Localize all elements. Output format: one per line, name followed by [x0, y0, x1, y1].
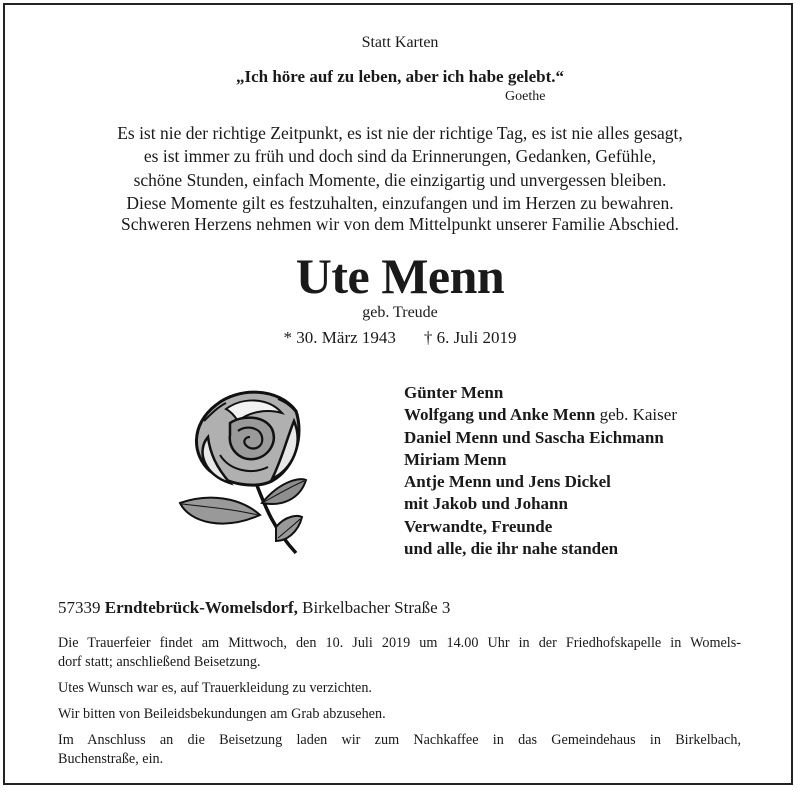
deceased-name: Ute Menn [295, 248, 505, 304]
intro-line: es ist immer zu früh und doch sind da Erinnerungen, Gedanken, Gefühle, [143, 146, 657, 167]
funeral-info [58, 634, 741, 672]
intro-text [0, 122, 800, 215]
coffee-invitation [58, 731, 741, 769]
clothing-wish: Utes Wunsch war es, auf Trauerkleidung zu verzichten. [58, 680, 372, 696]
funeral-info-line: Die Trauerfeier findet am Mittwoch, den 10. Juli 2019 um 14.00 Uhr in der Friedhofskapelle in Womels- [58, 635, 741, 651]
address [58, 598, 450, 618]
birth-date: * 30. März 1943 [283, 328, 396, 347]
farewell-text: Schweren Herzens nehmen wir von dem Mittelpunkt unserer Familie Abschied. [121, 214, 679, 234]
address-street: Birkelbacher Straße 3 [302, 598, 451, 617]
quote: „Ich höre auf zu leben, aber ich habe gelebt.“ [235, 67, 565, 86]
mourner-line: Miriam Menn [404, 449, 507, 469]
mourner-birth-name: geb. Kaiser [595, 405, 677, 425]
funeral-info-line: dorf statt; anschließend Beisetzung. [58, 654, 261, 670]
mourner-line: Daniel Menn und Sascha Eichmann [404, 427, 664, 447]
rose-icon [168, 385, 318, 555]
intro-line: schöne Stunden, einfach Momente, die einzigartig und unvergessen bleiben. [133, 169, 667, 190]
coffee-line: Buchenstraße, ein. [58, 751, 164, 767]
intro-line: Diese Momente gilt es festzuhalten, einzufangen und im Herzen zu bewahren. [126, 192, 674, 213]
address-city: Erndtebrück-Womelsdorf, [104, 598, 298, 617]
intro-line: Es ist nie der richtige Zeitpunkt, es ist nie der richtige Tag, es ist nie alles gesagt, [117, 123, 683, 143]
coffee-line: Im Anschluss an die Beisetzung laden wir zum Nachkaffee in das Gemeindehaus in Birkelbach, [58, 732, 741, 748]
mourner-line: mit Jakob und Johann [404, 494, 568, 514]
statt-karten: Statt Karten [361, 34, 439, 51]
mourner-line: Verwandte, Freunde [404, 516, 553, 536]
mourner-line [404, 404, 677, 426]
address-zip: 57339 [58, 598, 101, 617]
mourners-list [404, 382, 677, 560]
death-date: † 6. Juli 2019 [423, 328, 517, 347]
mourner-line: Antje Menn und Jens Dickel [404, 472, 611, 492]
mourner-line: Günter Menn [404, 383, 504, 402]
condolence-note: Wir bitten von Beileidsbekundungen am Grab abzusehen. [58, 706, 386, 722]
birth-name: geb. Treude [362, 304, 438, 321]
quote-author: Goethe [505, 89, 546, 104]
life-dates [0, 328, 800, 348]
mourner-line: und alle, die ihr nahe standen [404, 539, 619, 559]
funeral-details [58, 634, 741, 776]
mourner-names: Wolfgang und Anke Menn [404, 405, 596, 425]
